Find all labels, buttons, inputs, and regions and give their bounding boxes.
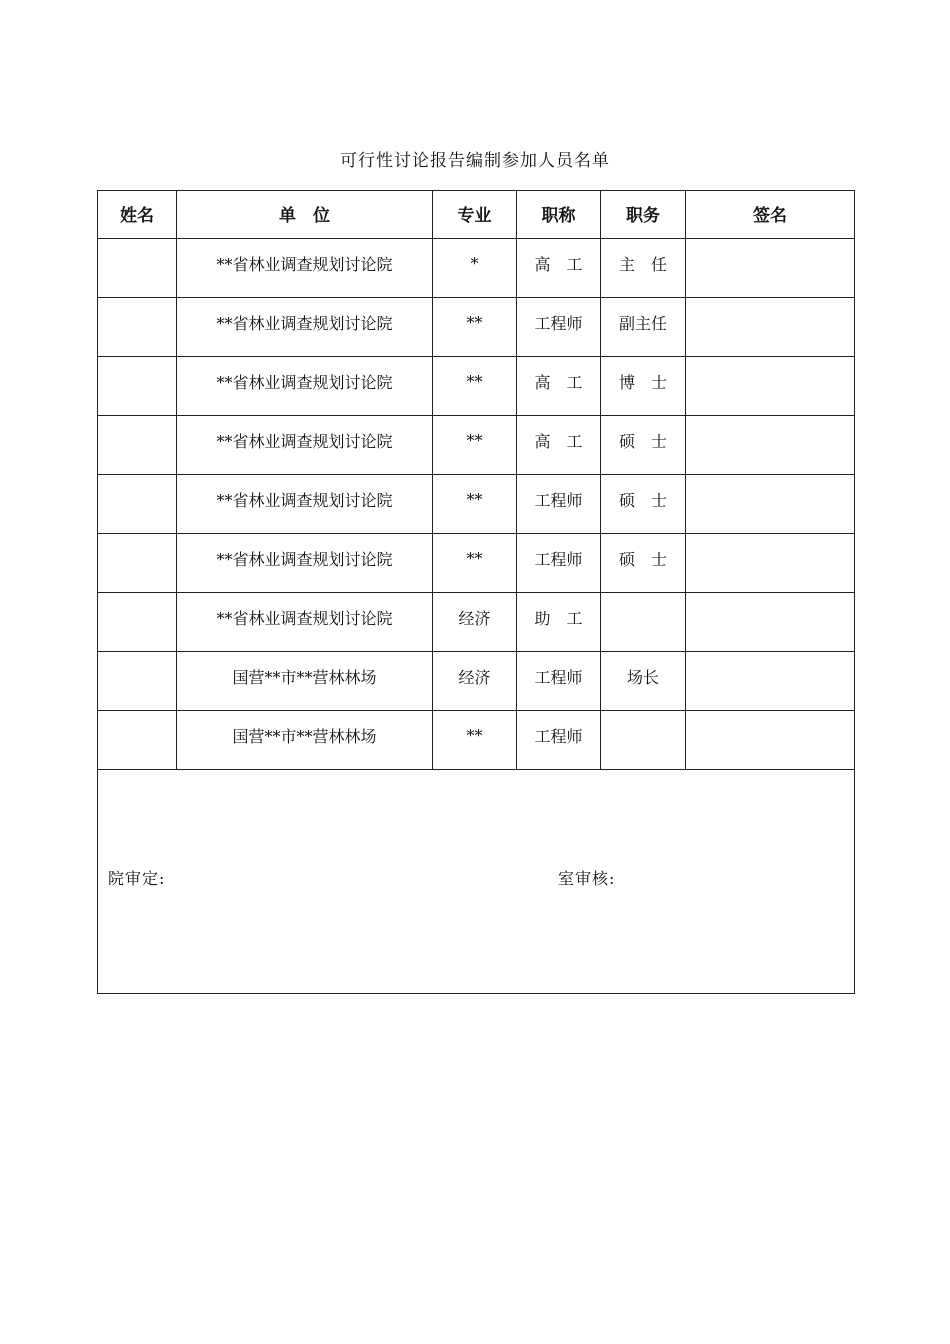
office-review-label: 室审核:	[558, 869, 616, 888]
table-row	[98, 534, 855, 593]
cell-title: 高 工	[517, 357, 601, 416]
personnel-rows	[98, 239, 855, 770]
table-row	[98, 652, 855, 711]
cell-unit: **省林业调查规划讨论院	[177, 475, 433, 534]
cell-unit: **省林业调查规划讨论院	[177, 357, 433, 416]
cell-major: 经济	[433, 593, 517, 652]
table-row	[98, 593, 855, 652]
cell-title: 高 工	[517, 239, 601, 298]
cell-major: **	[433, 416, 517, 475]
cell-title: 工程师	[517, 534, 601, 593]
cell-signature	[686, 239, 855, 298]
cell-position: 硕 士	[601, 416, 686, 475]
cell-unit: **省林业调查规划讨论院	[177, 239, 433, 298]
cell-title: 高 工	[517, 416, 601, 475]
cell-signature	[686, 416, 855, 475]
cell-title: 工程师	[517, 475, 601, 534]
header-major: 专业	[433, 191, 517, 239]
cell-name	[98, 298, 177, 357]
approval-row	[98, 770, 855, 994]
cell-name	[98, 475, 177, 534]
header-position: 职务	[601, 191, 686, 239]
cell-name	[98, 357, 177, 416]
cell-signature	[686, 475, 855, 534]
cell-position: 硕 士	[601, 534, 686, 593]
table-row	[98, 711, 855, 770]
personnel-table	[97, 190, 855, 994]
cell-major: **	[433, 475, 517, 534]
cell-position	[601, 711, 686, 770]
cell-major: **	[433, 298, 517, 357]
cell-signature	[686, 298, 855, 357]
cell-major: 经济	[433, 652, 517, 711]
cell-unit: 国营**市**营林林场	[177, 711, 433, 770]
document-title: 可行性讨论报告编制参加人员名单	[340, 151, 610, 171]
table-row	[98, 357, 855, 416]
cell-title: 工程师	[517, 652, 601, 711]
cell-unit: **省林业调查规划讨论院	[177, 593, 433, 652]
cell-name	[98, 711, 177, 770]
cell-signature	[686, 652, 855, 711]
cell-major: **	[433, 357, 517, 416]
cell-position: 博 士	[601, 357, 686, 416]
header-title: 职称	[517, 191, 601, 239]
cell-signature	[686, 711, 855, 770]
header-signature: 签名	[686, 191, 855, 239]
approval-cell	[98, 770, 855, 994]
cell-unit: 国营**市**营林林场	[177, 652, 433, 711]
cell-unit: **省林业调查规划讨论院	[177, 534, 433, 593]
cell-position: 副主任	[601, 298, 686, 357]
cell-unit: **省林业调查规划讨论院	[177, 298, 433, 357]
cell-position: 主 任	[601, 239, 686, 298]
cell-signature	[686, 534, 855, 593]
institute-approval-label: 院审定:	[108, 869, 166, 888]
cell-major: **	[433, 711, 517, 770]
cell-name	[98, 593, 177, 652]
cell-name	[98, 652, 177, 711]
cell-unit: **省林业调查规划讨论院	[177, 416, 433, 475]
cell-name	[98, 534, 177, 593]
header-unit: 单 位	[177, 191, 433, 239]
cell-position: 场长	[601, 652, 686, 711]
cell-position: 硕 士	[601, 475, 686, 534]
header-name: 姓名	[98, 191, 177, 239]
table-row	[98, 239, 855, 298]
cell-title: 工程师	[517, 711, 601, 770]
cell-signature	[686, 357, 855, 416]
table-row	[98, 416, 855, 475]
cell-name	[98, 239, 177, 298]
cell-major: *	[433, 239, 517, 298]
cell-title: 助 工	[517, 593, 601, 652]
approval-section	[98, 770, 855, 994]
table-header-row	[98, 191, 855, 239]
table-row	[98, 475, 855, 534]
cell-signature	[686, 593, 855, 652]
table-row	[98, 298, 855, 357]
cell-major: **	[433, 534, 517, 593]
cell-position	[601, 593, 686, 652]
cell-name	[98, 416, 177, 475]
cell-title: 工程师	[517, 298, 601, 357]
